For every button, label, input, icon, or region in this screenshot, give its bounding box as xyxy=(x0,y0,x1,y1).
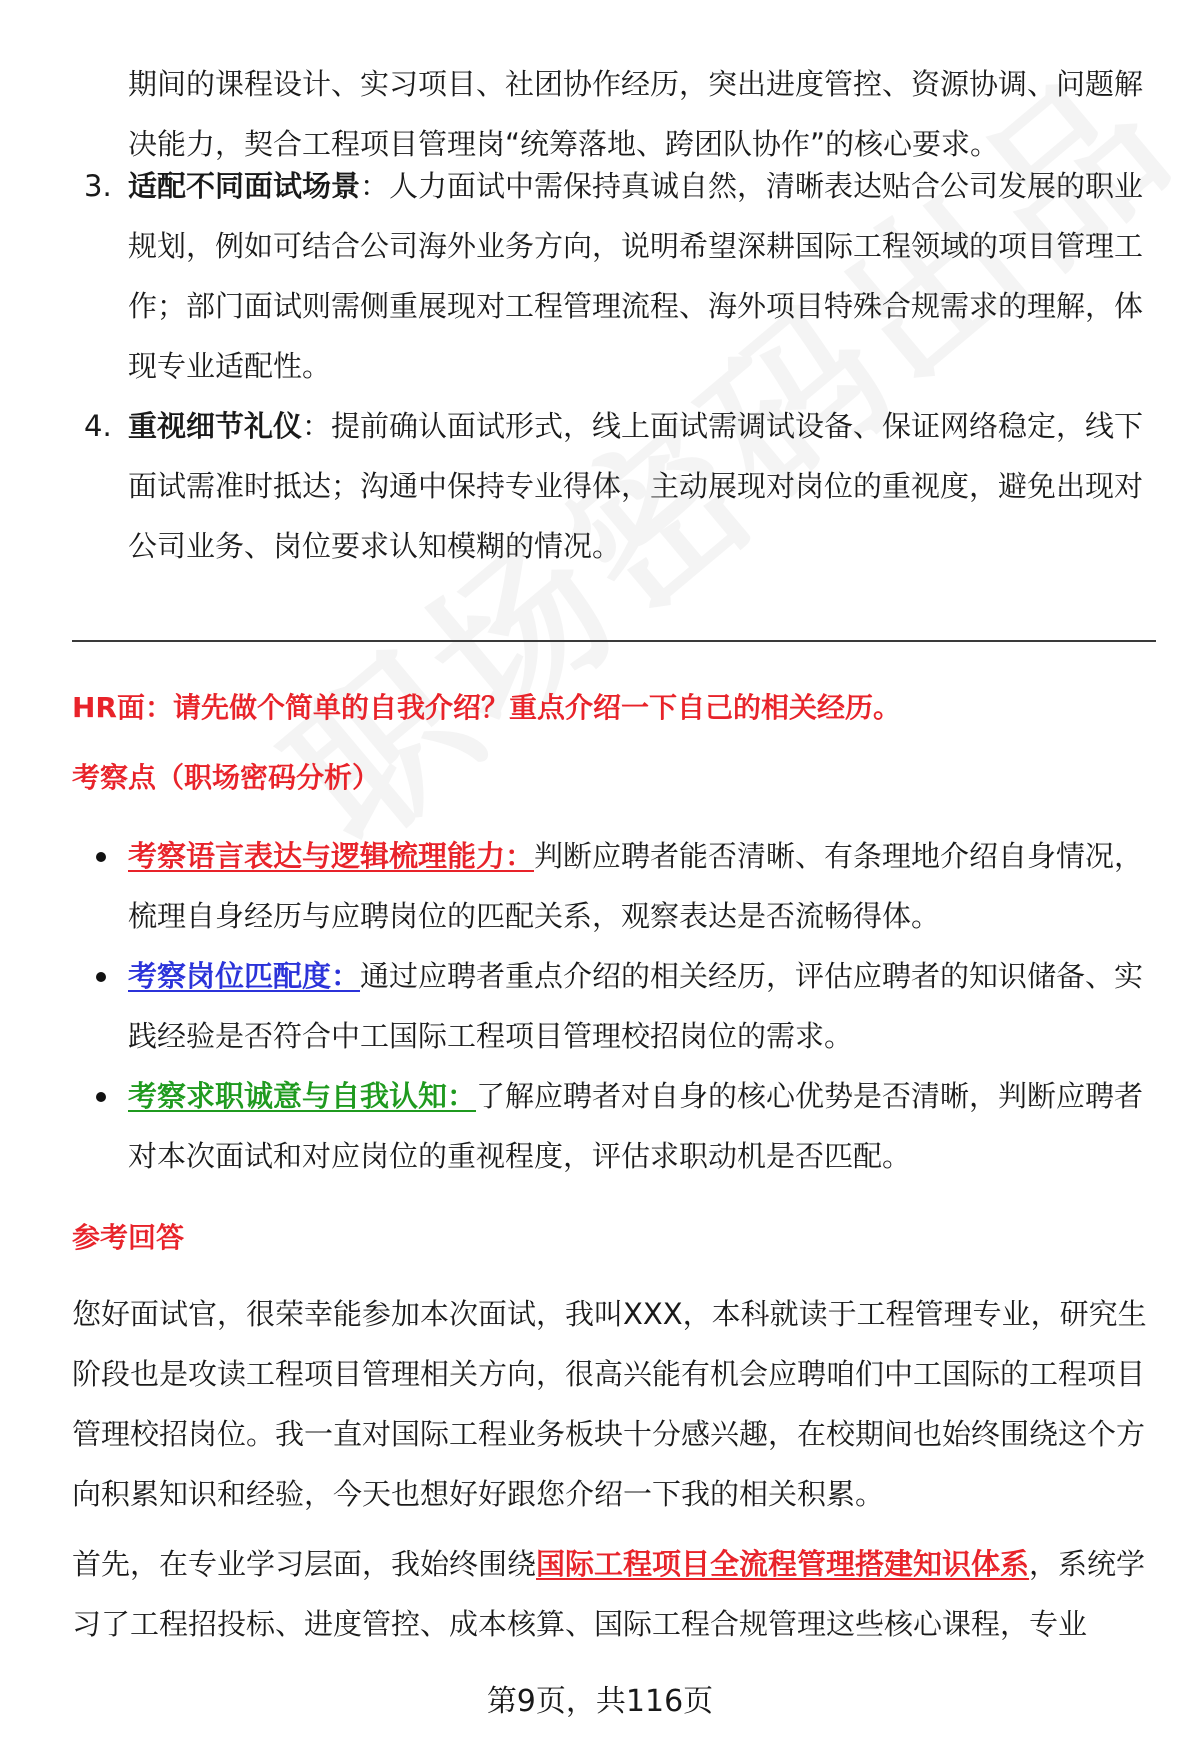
list-item xyxy=(72,1066,1152,1186)
analysis-heading: 考察点（职场密码分析） xyxy=(72,761,381,794)
list-number: 3. xyxy=(84,169,112,203)
list-number: 4. xyxy=(84,409,112,443)
answer-paragraph: 您好面试官，很荣幸能参加本次面试，我叫XXX，本科就读于工程管理专业，研究生阶段也是攻读工程项目管理相关方向，很高兴能有机会应聘咱们中工国际的工程项目管理校招岗位。我一直对国际工程业务板块十分感兴趣，在校期间也始终围绕这个方向积累知识和经验，今天也想好好跟您介绍一下我的相关积累。 xyxy=(72,1297,1147,1511)
analysis-text: 判断应聘者能否清晰、有条理地介绍自身情况，梳理自身经历与应聘岗位的匹配关系，观察表达是否流畅得体。 xyxy=(128,839,1144,933)
analysis-keyword: 考察岗位匹配度： xyxy=(128,959,361,993)
answer-highlight: 国际工程项目全流程管理搭建知识体系 xyxy=(536,1547,1030,1581)
analysis-keyword: 考察求职诚意与自我认知： xyxy=(128,1079,477,1113)
tip-text: ：提前确认面试形式，线上面试需调试设备、保证网络稳定，线下面试需准时抵达；沟通中保持专业得体，主动展现对岗位的重视度，避免出现对公司业务、岗位要求认知模糊的情况。 xyxy=(128,409,1144,563)
analysis-list xyxy=(72,826,1152,1186)
bullet-dot xyxy=(96,972,106,982)
question-heading: HR面：请先做个简单的自我介绍？重点介绍一下自己的相关经历。 xyxy=(72,691,901,724)
list-item xyxy=(72,946,1152,1066)
tips-list xyxy=(72,156,1152,576)
analysis-text: 了解应聘者对自身的核心优势是否清晰，判断应聘者对本次面试和对应岗位的重视程度，评估求职动机是否匹配。 xyxy=(128,1079,1144,1173)
tip-title: 重视细节礼仪 xyxy=(128,409,303,443)
answer-heading: 参考回答 xyxy=(72,1221,185,1254)
bullet-dot xyxy=(96,1092,106,1102)
continuation-paragraph: 期间的课程设计、实习项目、社团协作经历，突出进度管控、资源协调、问题解决能力，契合工程项目管理岗“统筹落地、跨团队协作”的核心要求。 xyxy=(128,67,1144,161)
list-item xyxy=(72,396,1152,576)
list-item xyxy=(72,156,1152,396)
analysis-text: 通过应聘者重点介绍的相关经历，评估应聘者的知识储备、实践经验是否符合中工国际工程项目管理校招岗位的需求。 xyxy=(128,959,1144,1053)
tip-text: ：人力面试中需保持真诚自然，清晰表达贴合公司发展的职业规划，例如可结合公司海外业务方向，说明希望深耕国际工程领域的项目管理工作；部门面试则需侧重展现对工程管理流程、海外项目特殊合规需求的理解，体现专业适配性。 xyxy=(128,169,1144,383)
tip-title: 适配不同面试场景 xyxy=(128,169,361,203)
answer-text-before: 首先，在专业学习层面，我始终围绕 xyxy=(72,1547,537,1581)
bullet-dot xyxy=(96,852,106,862)
analysis-keyword: 考察语言表达与逻辑梳理能力： xyxy=(128,839,535,873)
section-divider xyxy=(72,640,1156,642)
list-item xyxy=(72,826,1152,946)
answer-text-after: ，系统学习了工程招投标、进度管控、成本核算、国际工程合规管理这些核心课程，专业 xyxy=(72,1547,1146,1641)
answer-paragraph-2 xyxy=(72,1534,1156,1654)
page-footer: 第9页，共116页 xyxy=(486,1684,714,1719)
